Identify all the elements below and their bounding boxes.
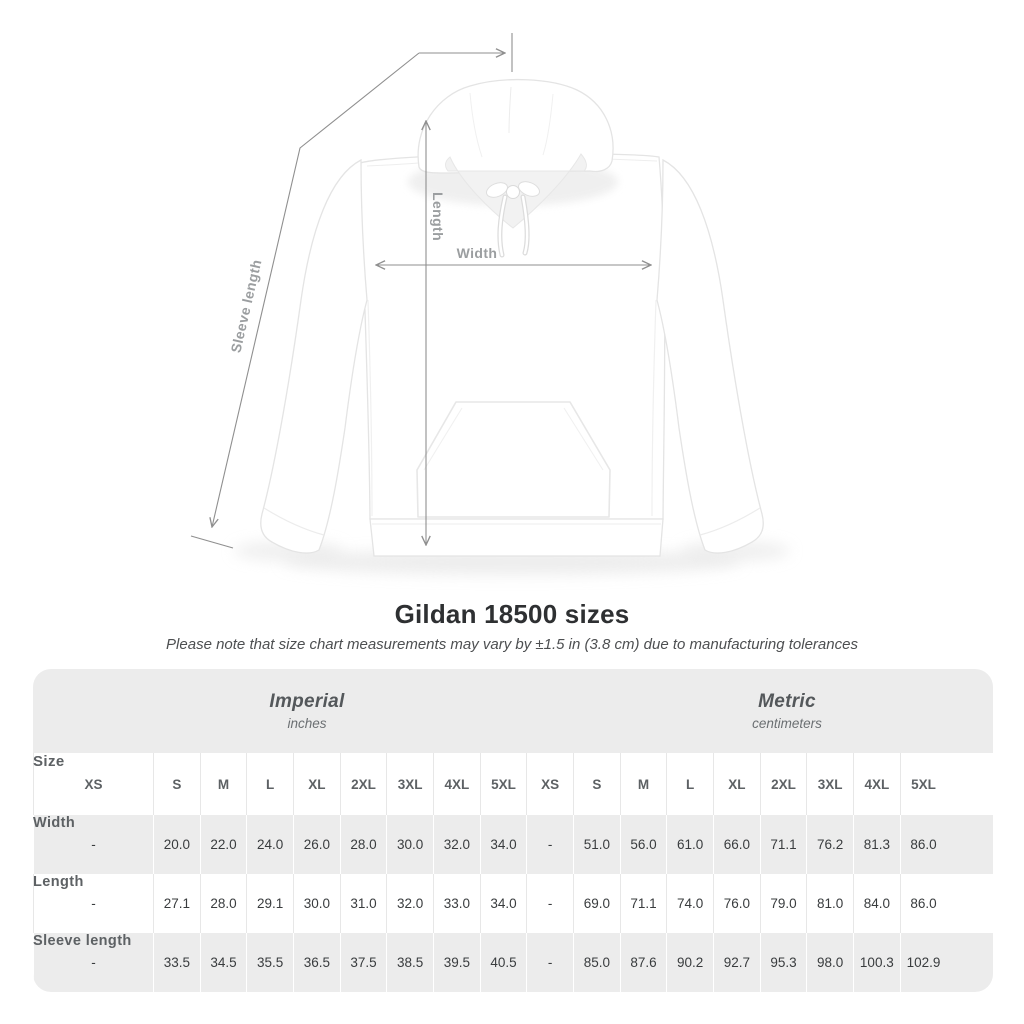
sleeve-length-label: Sleeve length [227, 257, 265, 355]
row-label: Sleeve length [33, 933, 132, 949]
value-cell: 76.0 [713, 874, 760, 933]
imperial-header [33, 669, 581, 753]
value-cell: - [526, 933, 573, 992]
row-label: Width [33, 815, 76, 831]
table-row-length [33, 874, 993, 933]
value-cell: 71.1 [760, 815, 807, 874]
size-header-cell: M [200, 753, 247, 815]
table-row-sleeve-length [33, 933, 993, 992]
unit-header-band [33, 669, 993, 753]
size-header-cell: XS [526, 753, 573, 815]
row-label: Length [33, 874, 84, 890]
value-cell: 95.3 [760, 933, 807, 992]
value-cell: 20.0 [153, 815, 200, 874]
hoodie-illustration [234, 80, 790, 575]
value-cell: 34.0 [480, 815, 527, 874]
imperial-subtitle: inches [287, 716, 327, 731]
value-cell: 31.0 [340, 874, 387, 933]
length-label: Length [430, 192, 446, 242]
cuff-stop-line [191, 536, 233, 548]
size-table [33, 669, 993, 992]
value-cell: 37.5 [340, 933, 387, 992]
value-cell: 86.0 [900, 874, 947, 933]
value-cell: 34.0 [480, 874, 527, 933]
metric-subtitle: centimeters [752, 716, 822, 731]
value-cell: 32.0 [433, 815, 480, 874]
imperial-title: Imperial [269, 691, 345, 712]
value-cell: 56.0 [620, 815, 667, 874]
value-cell: 26.0 [293, 815, 340, 874]
value-cell: 76.2 [806, 815, 853, 874]
width-label: Width [456, 245, 498, 261]
value-cell: 69.0 [573, 874, 620, 933]
size-header-cell: 4XL [853, 753, 900, 815]
value-cell: 87.6 [620, 933, 667, 992]
value-cell: 32.0 [386, 874, 433, 933]
value-cell: - [526, 815, 573, 874]
value-cell: 28.0 [340, 815, 387, 874]
size-header-cell: L [666, 753, 713, 815]
size-header-cell: 3XL [806, 753, 853, 815]
size-header-cell: XS [33, 753, 153, 815]
value-cell: 86.0 [900, 815, 947, 874]
size-header-cell: 3XL [386, 753, 433, 815]
value-cell: 90.2 [666, 933, 713, 992]
value-cell: 92.7 [713, 933, 760, 992]
metric-header [581, 669, 993, 753]
value-cell: - [33, 815, 153, 874]
value-cell: 79.0 [760, 874, 807, 933]
value-cell: 38.5 [386, 933, 433, 992]
value-cell: 39.5 [433, 933, 480, 992]
value-cell: 28.0 [200, 874, 247, 933]
size-header-cell: M [620, 753, 667, 815]
size-column-header: Size [33, 753, 65, 770]
value-cell: 84.0 [853, 874, 900, 933]
value-cell: 40.5 [480, 933, 527, 992]
size-header-cell: S [153, 753, 200, 815]
size-header-cell: 5XL [480, 753, 527, 815]
size-header-cell: S [573, 753, 620, 815]
value-cell: 51.0 [573, 815, 620, 874]
value-cell: 22.0 [200, 815, 247, 874]
size-header-row [33, 753, 993, 815]
size-header-cell: 2XL [340, 753, 387, 815]
value-cell: 98.0 [806, 933, 853, 992]
value-cell: 102.9 [900, 933, 947, 992]
value-cell: - [526, 874, 573, 933]
value-cell: 33.5 [153, 933, 200, 992]
value-cell: 35.5 [246, 933, 293, 992]
tolerance-note: Please note that size chart measurements may vary by ±1.5 in (3.8 cm) due to manufacturing tolerances [166, 636, 858, 653]
size-header-cell: XL [713, 753, 760, 815]
value-cell: - [33, 933, 153, 992]
value-cell: 33.0 [433, 874, 480, 933]
value-cell: 81.3 [853, 815, 900, 874]
value-cell: 30.0 [386, 815, 433, 874]
value-cell: 27.1 [153, 874, 200, 933]
value-cell: 74.0 [666, 874, 713, 933]
value-cell: 24.0 [246, 815, 293, 874]
size-header-cell: 5XL [900, 753, 947, 815]
size-header-cell: 2XL [760, 753, 807, 815]
metric-title: Metric [758, 691, 816, 712]
value-cell: - [33, 874, 153, 933]
size-header-cell: XL [293, 753, 340, 815]
value-cell: 29.1 [246, 874, 293, 933]
value-cell: 61.0 [666, 815, 713, 874]
value-cell: 71.1 [620, 874, 667, 933]
value-cell: 81.0 [806, 874, 853, 933]
table-row-width [33, 815, 993, 874]
size-header-cell: L [246, 753, 293, 815]
value-cell: 85.0 [573, 933, 620, 992]
size-table-body [33, 753, 993, 992]
value-cell: 30.0 [293, 874, 340, 933]
value-cell: 34.5 [200, 933, 247, 992]
value-cell: 36.5 [293, 933, 340, 992]
size-header-cell: 4XL [433, 753, 480, 815]
value-cell: 100.3 [853, 933, 900, 992]
value-cell: 66.0 [713, 815, 760, 874]
page-title: Gildan 18500 sizes [394, 599, 630, 629]
